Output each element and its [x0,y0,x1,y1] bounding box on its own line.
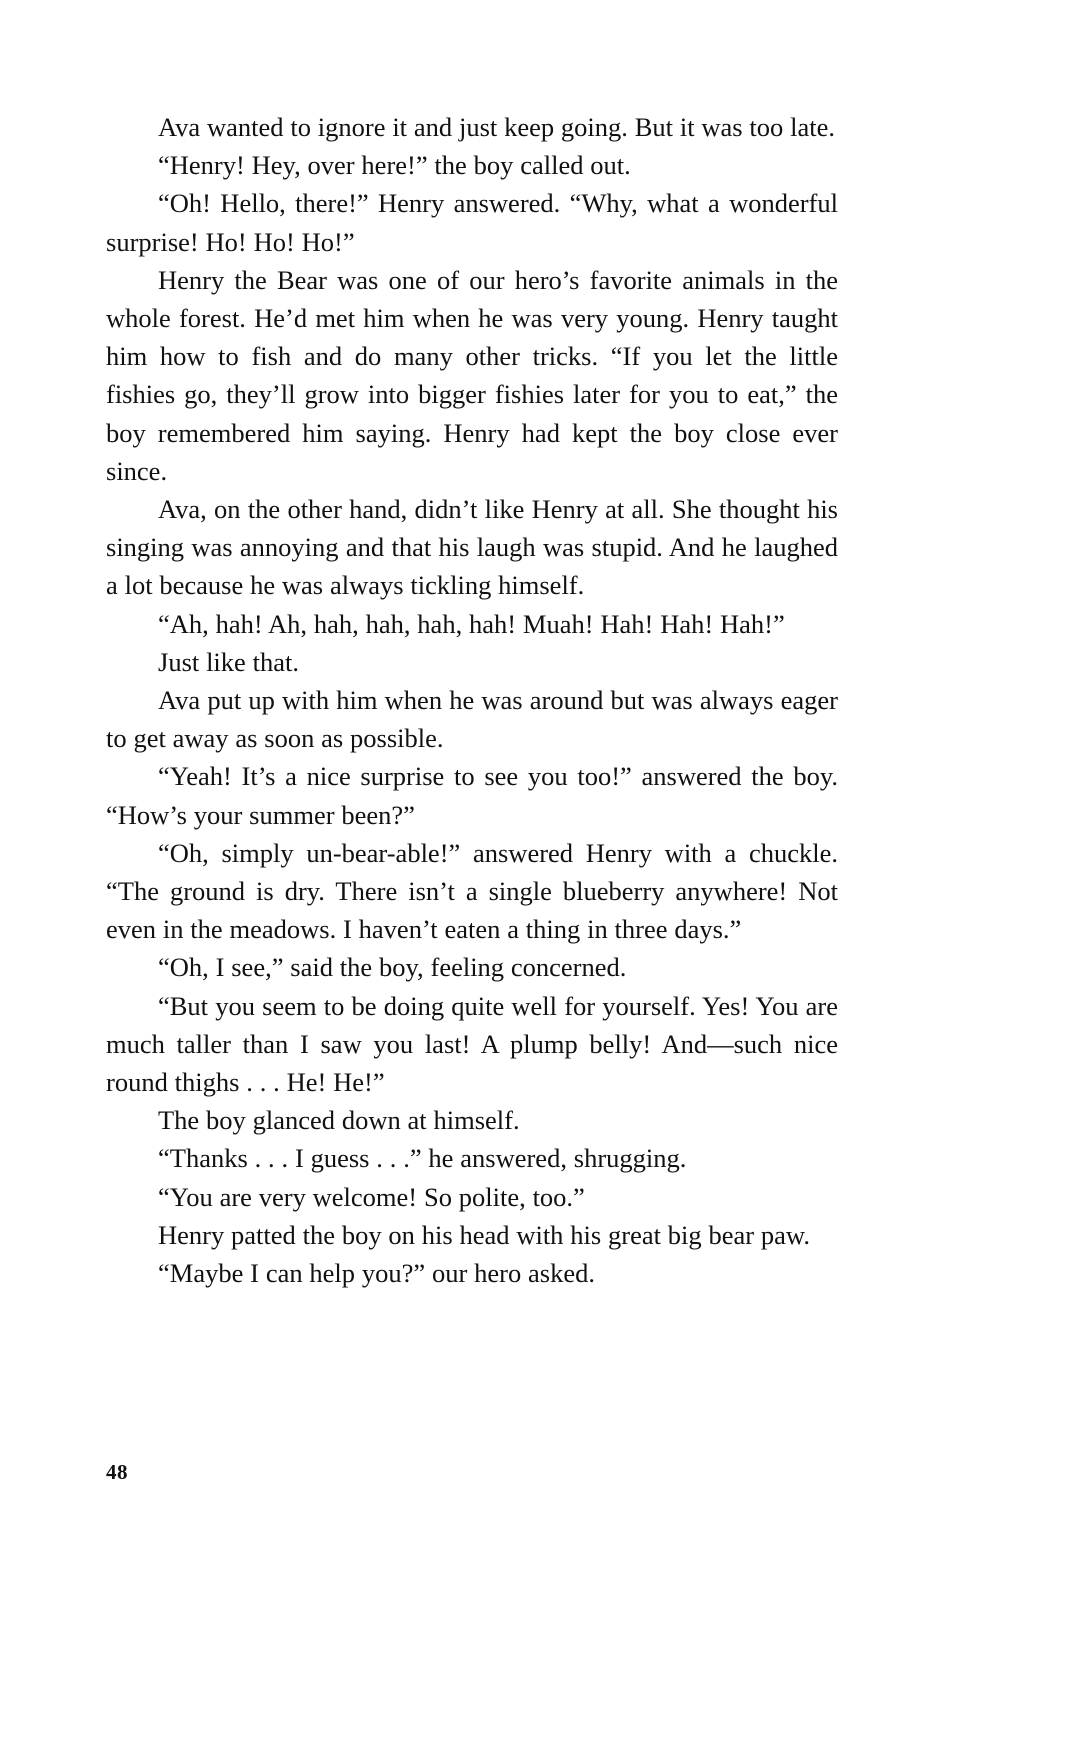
paragraph: Ava, on the other hand, didn’t like Henry at all. She thought his singing was annoying and that his laugh was stupid. And he laughed a lot because he was always tickling himself. [106,494,838,601]
paragraph: Ava put up with him when he was around but was always eager to get away as soon as possible. [106,685,838,754]
paragraph: “Oh! Hello, there!” Henry answered. “Why, what a wonderful surprise! Ho! Ho! Ho!” [106,188,838,257]
paragraph: “But you seem to be doing quite well for yourself. Yes! You are much taller than I saw you last! A plump belly! And—such nice round thighs . . . He! He!” [106,990,838,1098]
paragraph: The boy glanced down at himself. [158,1105,520,1136]
paragraph: “You are very welcome! So polite, too.” [158,1181,585,1212]
paragraph: “Henry! Hey, over here!” the boy called out. [158,150,631,181]
paragraph: “Yeah! It’s a nice surprise to see you too!” answered the boy. “How’s your summer been?” [106,761,838,830]
paragraph: “Oh, I see,” said the boy, feeling concerned. [158,952,627,983]
paragraph: “Maybe I can help you?” our hero asked. [158,1258,595,1289]
paragraph: “Ah, hah! Ah, hah, hah, hah, hah! Muah! Hah! Hah! Hah!” [158,608,785,639]
paragraph: “Oh, simply un-bear-able!” answered Henry with a chuckle. “The ground is dry. There isn’t a single blueberry anywhere! Not even in the meadows. I haven’t eaten a thing in three days.” [106,837,838,945]
paragraph: Henry the Bear was one of our hero’s favorite animals in the whole forest. He’d met him when he was very young. Henry taught him how to fish and do many other tricks. “If you let the little fishies go, they’ll grow into bigger fishies later for you to eat,” the boy remembered him saying. Henry had kept the boy close ever since. [106,264,838,486]
paragraph: Henry patted the boy on his head with his great big bear paw. [158,1219,810,1250]
body-text [106,108,838,1292]
page-number: 48 [106,1460,128,1484]
paragraph: Just like that. [158,646,299,677]
paragraph: Ava wanted to ignore it and just keep going. But it was too late. [158,112,835,142]
paragraph: “Thanks . . . I guess . . .” he answered, shrugging. [158,1143,687,1174]
